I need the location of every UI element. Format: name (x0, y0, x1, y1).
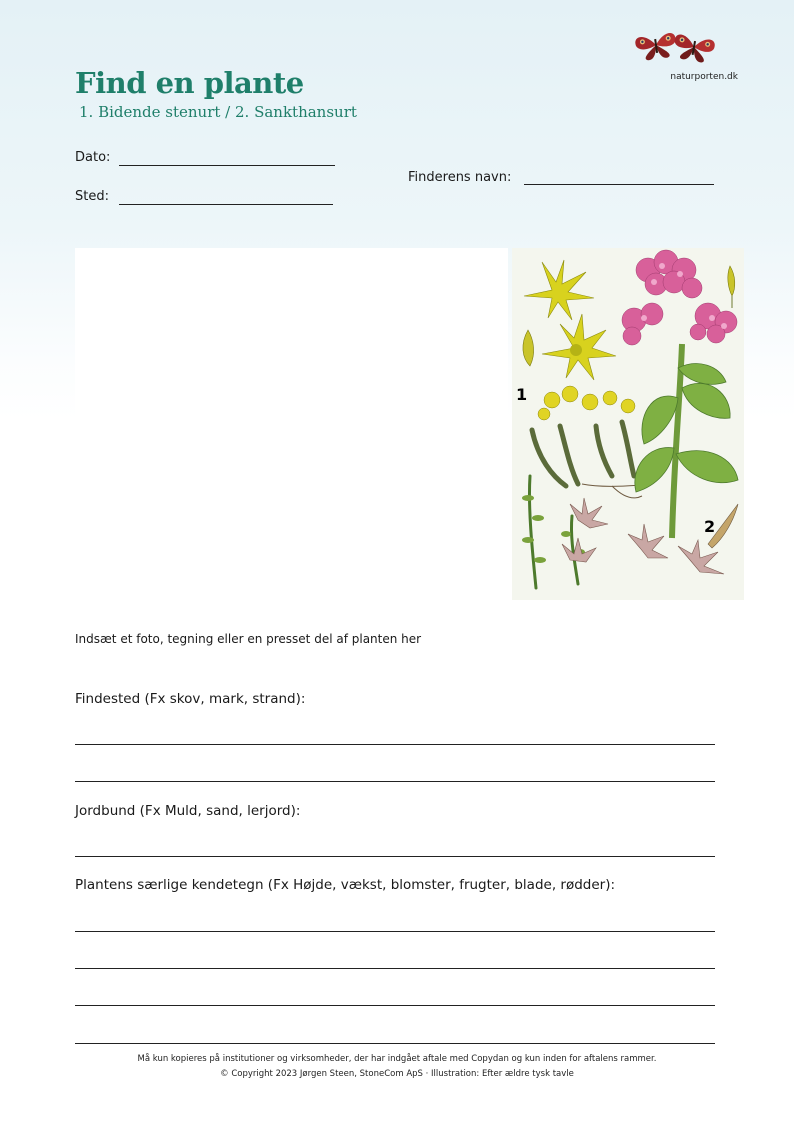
date-field[interactable] (119, 165, 335, 166)
soil-answer-line[interactable] (75, 856, 715, 857)
location-question: Findested (Fx skov, mark, strand): (75, 691, 306, 707)
features-answer-line-4[interactable] (75, 1043, 715, 1044)
features-answer-line-3[interactable] (75, 1005, 715, 1006)
page-title: Find en plante (75, 66, 304, 100)
features-question: Plantens særlige kendetegn (Fx Højde, vækst, blomster, frugter, blade, rødder): (75, 877, 616, 893)
page-subtitle: 1. Bidende stenurt / 2. Sankthansurt (79, 103, 357, 121)
butterflies-logo-icon (634, 28, 718, 64)
soil-question: Jordbund (Fx Muld, sand, lerjord): (75, 803, 301, 819)
features-answer-line-2[interactable] (75, 968, 715, 969)
plant-illustration (512, 248, 744, 600)
footer-copyright: © Copyright 2023 Jørgen Steen, StoneCom ApS · Illustration: Efter ældre tysk tavle (220, 1069, 574, 1079)
footer-copy-notice: Må kun kopieres på institutioner og virksomheder, der har indgået aftale med Copydan og kun inden for aftalens rammer. (137, 1054, 657, 1064)
photo-insert-area[interactable] (75, 248, 508, 620)
illustration-label-1: 1 (516, 385, 528, 404)
place-field[interactable] (119, 204, 333, 205)
photo-caption: Indsæt et foto, tegning eller en presset del af planten her (75, 632, 422, 646)
brand-name: naturporten.dk (670, 72, 738, 82)
finder-name-label: Finderens navn: (408, 170, 512, 185)
place-label: Sted: (75, 189, 109, 204)
date-label: Dato: (75, 150, 111, 165)
finder-name-field[interactable] (524, 184, 714, 185)
location-answer-line-1[interactable] (75, 744, 715, 745)
features-answer-line-1[interactable] (75, 931, 715, 932)
illustration-label-2: 2 (704, 517, 716, 536)
location-answer-line-2[interactable] (75, 781, 715, 782)
